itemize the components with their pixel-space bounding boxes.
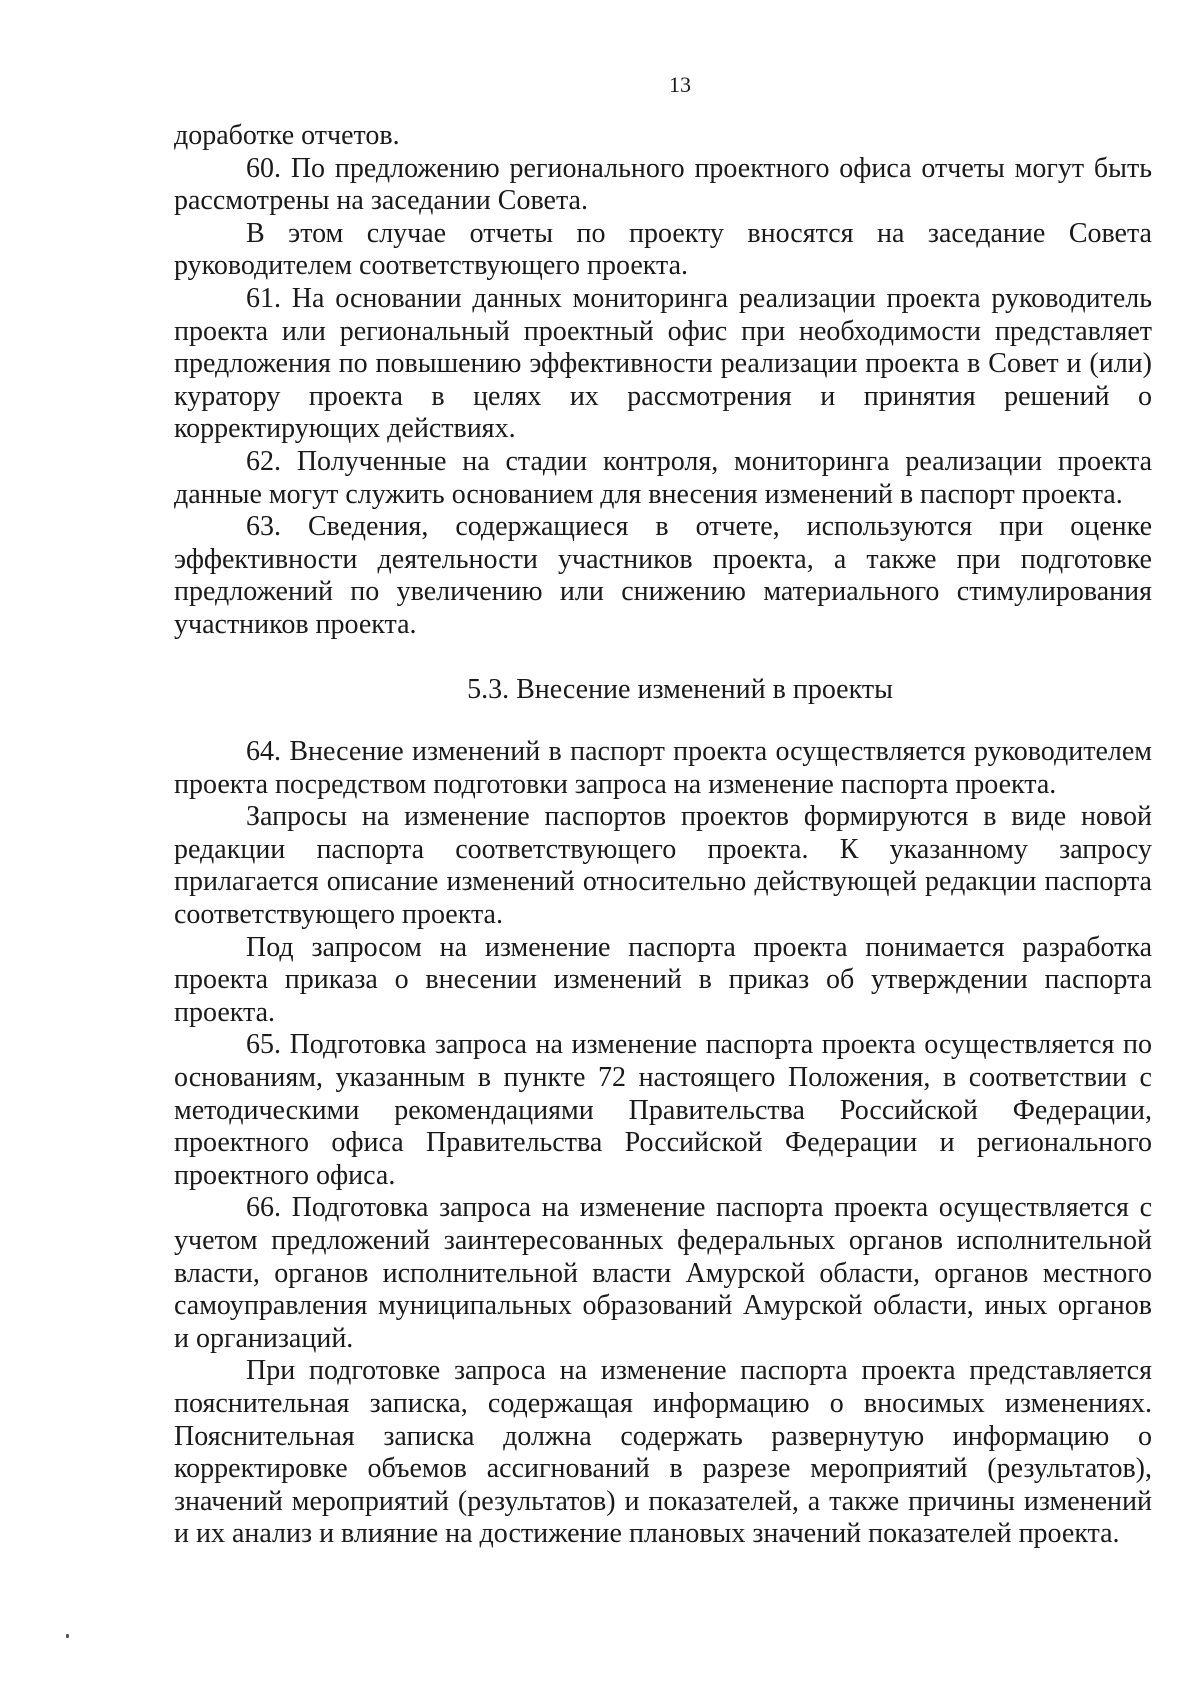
paragraph-64-definition: Под запросом на изменение паспорта проекта понимается разработка проекта приказа о внесении изменений в приказ об утверждении паспорта проекта. (174, 931, 1152, 1028)
paragraph-64: 64. Внесение изменений в паспорт проекта осуществляется руководителем проекта посредством подготовки запроса на изменение паспорта проекта. (174, 736, 1152, 800)
paragraph-61: 61. На основании данных мониторинга реализации проекта руководитель проекта или региональный проектный офис при необходимости представляет предложения по повышению эффективности реализации проекта в Совет и (или) куратору проекта в целях их рассмотрения и принятия решений о корректирующих действиях. (174, 282, 1152, 445)
paragraph-65: 65. Подготовка запроса на изменение паспорта проекта осуществляется по основаниям, указанным в пункте 72 настоящего Положения, в соответствии с методическими рекомендациями Правительства Российской Федерации, проектного офиса Правительства Российской Федерации и регионального проектного офиса. (174, 1029, 1152, 1191)
paragraph-66-note: При подготовке запроса на изменение паспорта проекта представляется пояснительная записка, содержащая информацию о вносимых изменениях. Пояснительная записка должна содержать развернутую информацию о корректировке объемов ассигнований в разрезе мероприятий (результатов), значений мероприятий (результатов) и показателей, а также причины изменений и их анализ и влияние на достижение плановых значений показателей проекта. (174, 1355, 1152, 1550)
document-page (174, 72, 1152, 1551)
paragraph-continuation: доработке отчетов. (174, 120, 400, 151)
paragraph-60: 60. По предложению регионального проектного офиса отчеты могут быть рассмотрены на заседании Совета. (174, 152, 1152, 217)
paragraph-60-cont: В этом случае отчеты по проекту вносятся на заседание Совета руководителем соответствующего проекта. (174, 217, 1152, 282)
paragraph-64-requests: Запросы на изменение паспортов проектов формируются в виде новой редакции паспорта соответствующего проекта. К указанному запросу прилагается описание изменений относительно действующей редакции паспорта соответствующего проекта. (174, 801, 1152, 931)
scan-speck (66, 1634, 69, 1638)
paragraph-62: 62. Полученные на стадии контроля, мониторинга реализации проекта данные могут служить основанием для внесения изменений в паспорт проекта. (174, 445, 1152, 510)
paragraph-63: 63. Сведения, содержащиеся в отчете, используются при оценке эффективности деятельности участников проекта, а также при подготовке предложений по увеличению или снижению материального стимулирования участников проекта. (174, 511, 1152, 640)
paragraph-66: 66. Подготовка запроса на изменение паспорта проекта осуществляется с учетом предложений заинтересованных федеральных органов исполнительной власти, органов исполнительной власти Амурской области, органов местного самоуправления муниципальных образований Амурской области, иных органов и организаций. (174, 1192, 1152, 1354)
page-number: 13 (669, 72, 691, 97)
section-heading: 5.3. Внесение изменений в проекты (467, 673, 893, 705)
